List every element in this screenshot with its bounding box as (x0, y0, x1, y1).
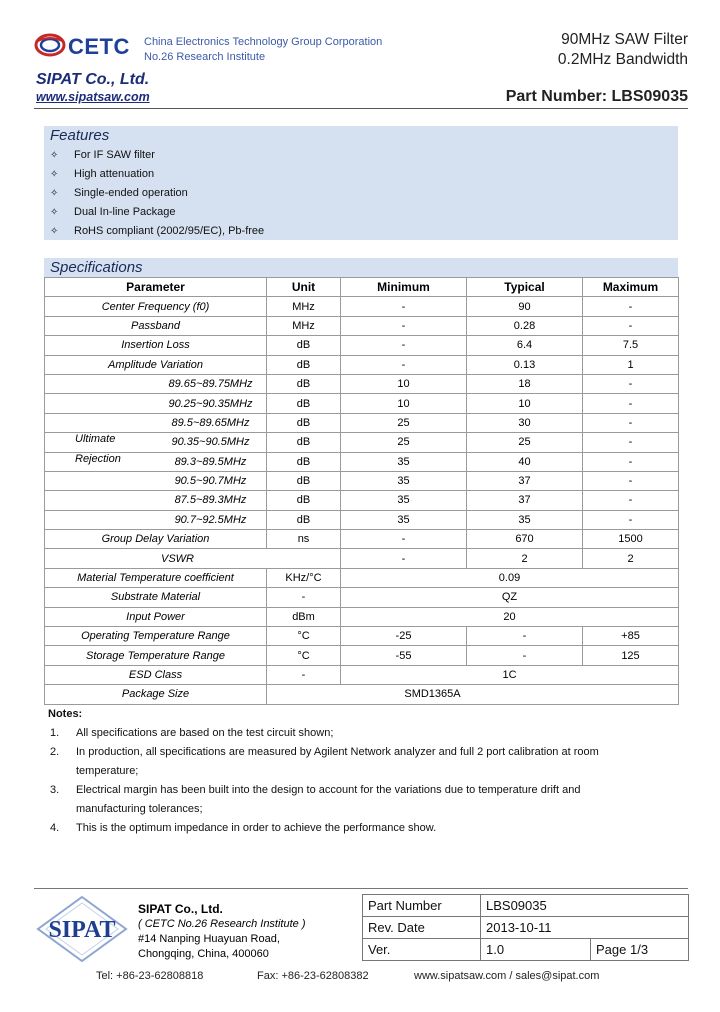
features-section (44, 126, 678, 240)
footer-company-name: SIPAT Co., Ltd. (138, 902, 223, 916)
table-row: Substrate Material - QZ (45, 588, 679, 607)
document-info-table (362, 894, 689, 961)
col-header-maximum: Maximum (583, 278, 679, 297)
footer-company-info (138, 902, 306, 962)
features-list (44, 146, 678, 241)
cetc-logo (34, 30, 134, 60)
fax: Fax: +86-23-62808382 (257, 970, 369, 982)
footer-address-2: Chongqing, China, 400060 (138, 948, 269, 960)
table-row: 90.5~90.7MHz dB 35 37 - (45, 471, 679, 490)
rejection-label-2: Rejection (75, 452, 121, 465)
table-row: ESD Class - 1C (45, 665, 679, 684)
sipat-logo (34, 893, 130, 965)
diamond-bullet-icon: ✧ (50, 226, 59, 237)
table-row: Ultimate 90.35~90.5MHz dB 25 25 - (45, 433, 679, 452)
table-row: 90.25~90.35MHz dB 10 10 - (45, 394, 679, 413)
notes-title: Notes: (48, 708, 83, 720)
product-title (558, 30, 688, 70)
table-row: VSWR - 2 2 (45, 549, 679, 568)
col-header-unit: Unit (267, 278, 341, 297)
diamond-bullet-icon: ✧ (50, 188, 59, 199)
header-divider (34, 108, 688, 109)
specifications-section-header (44, 258, 678, 277)
company-name: SIPAT Co., Ltd. (36, 71, 150, 88)
table-row: Center Frequency (f0) MHz - 90 - (45, 297, 679, 316)
table-row: 87.5~89.3MHz dB 35 37 - (45, 491, 679, 510)
table-row: Part Number LBS09035 (363, 895, 689, 917)
footer-divider (34, 888, 688, 889)
corporation-name (144, 35, 382, 65)
title-line-2: 0.2MHz Bandwidth (557, 51, 688, 68)
table-row: Amplitude Variation dB - 0.13 1 (45, 355, 679, 374)
table-row: Passband MHz - 0.28 - (45, 316, 679, 335)
footer-institute: ( CETC No.26 Research Institute ) (138, 918, 306, 930)
feature-item: ✧ Dual In-line Package (44, 203, 678, 222)
specifications-table (44, 277, 679, 705)
cetc-emblem-icon (34, 30, 68, 60)
col-header-minimum: Minimum (341, 278, 467, 297)
feature-item: ✧ RoHS compliant (2002/95/EC), Pb-free (44, 222, 678, 241)
table-row: Rejection 89.3~89.5MHz dB 35 40 - (45, 452, 679, 471)
table-row: Insertion Loss dB - 6.4 7.5 (45, 336, 679, 355)
title-line-1: 90MHz SAW Filter (561, 31, 688, 48)
feature-item: ✧ High attenuation (44, 165, 678, 184)
col-header-parameter: Parameter (45, 278, 267, 297)
feature-item: ✧ For IF SAW filter (44, 146, 678, 165)
cetc-logo-text: CETC (68, 34, 130, 59)
table-row: 89.65~89.75MHz dB 10 18 - (45, 374, 679, 393)
footer-address-1: #14 Nanping Huayuan Road, (138, 933, 280, 945)
table-row: Group Delay Variation ns - 670 1500 (45, 530, 679, 549)
table-row: Package Size SMD1365A (45, 685, 679, 704)
corp-line-2: No.26 Research Institute (144, 51, 266, 63)
note-item: 4. This is the optimum impedance in order to achieve the performance show. (50, 822, 437, 834)
sipat-logo-text: SIPAT (48, 917, 116, 943)
notes-section (48, 706, 648, 838)
note-item: 3. Electrical margin has been built into the design to account for the variations due to temperature drift and manufacturing tolerances; (50, 784, 581, 815)
contact-web-email-link[interactable]: www.sipatsaw.com / sales@sipat.com (414, 970, 600, 982)
diamond-bullet-icon: ✧ (50, 207, 59, 218)
features-title: Features (50, 127, 110, 144)
page-indicator: Page 1/3 (591, 939, 689, 961)
table-row: Input Power dBm 20 (45, 607, 679, 626)
corp-line-1: China Electronics Technology Group Corporation (144, 36, 383, 48)
note-item: 1. All specifications are based on the test circuit shown; (50, 727, 334, 739)
rejection-label-1: Ultimate (75, 433, 116, 446)
sipat-logo-icon (34, 893, 130, 965)
note-item: 2. In production, all specifications are measured by Agilent Network analyzer and full 2 port calibration at room temperature; (50, 746, 599, 777)
col-header-typical: Typical (467, 278, 583, 297)
table-row: Material Temperature coefficient KHz/°C 0.09 (45, 568, 679, 587)
table-row: Ver. 1.0 Page 1/3 (363, 939, 689, 961)
table-row: Rev. Date 2013-10-11 (363, 917, 689, 939)
diamond-bullet-icon: ✧ (50, 150, 59, 161)
specifications-title: Specifications (50, 259, 143, 276)
part-number-heading: Part Number: LBS09035 (505, 88, 688, 105)
table-header-row (45, 278, 679, 297)
table-row: Operating Temperature Range °C -25 - +85 (45, 627, 679, 646)
company-website-link[interactable]: www.sipatsaw.com (36, 90, 150, 104)
telephone: Tel: +86-23-62808818 (96, 970, 204, 982)
table-row: 89.5~89.65MHz dB 25 30 - (45, 413, 679, 432)
table-row: 90.7~92.5MHz dB 35 35 - (45, 510, 679, 529)
table-row: Storage Temperature Range °C -55 - 125 (45, 646, 679, 665)
diamond-bullet-icon: ✧ (50, 169, 59, 180)
feature-item: ✧ Single-ended operation (44, 184, 678, 203)
